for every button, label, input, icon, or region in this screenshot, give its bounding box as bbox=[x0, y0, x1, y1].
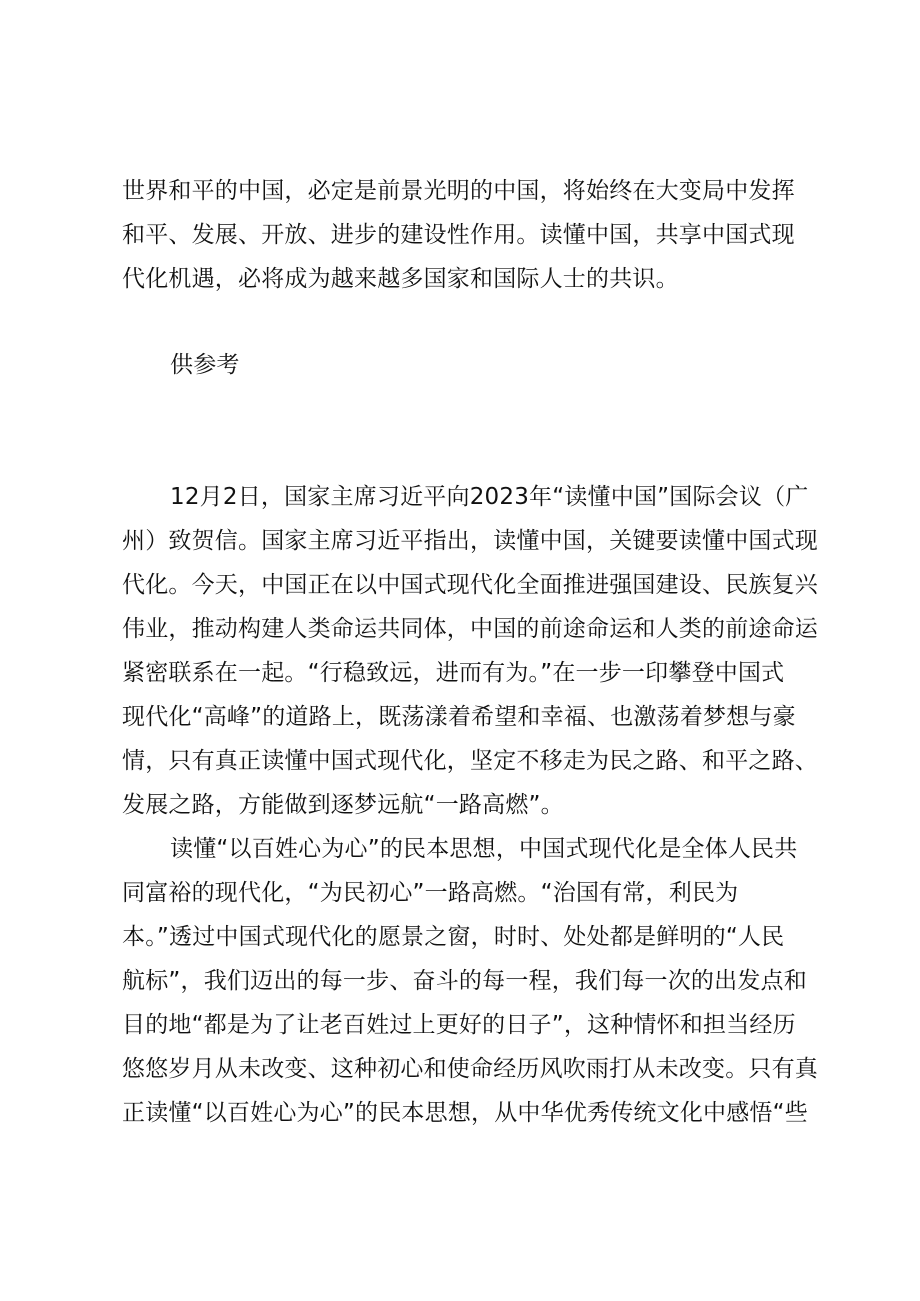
body-line-15: 正读懂“以百姓心为心”的民本思想，从中华优秀传统文化中感悟“些 bbox=[122, 1100, 808, 1126]
body-line-7: 情，只有真正读懂中国式现代化，坚定不移走为民之路、和平之路、 bbox=[122, 748, 818, 774]
body-line-4: 伟业，推动构建人类命运共同体，中国的前途命运和人类的前途命运 bbox=[122, 616, 818, 642]
body-line-9: 读懂“以百姓心为心”的民本思想，中国式现代化是全体人民共 bbox=[170, 836, 798, 862]
body-line-6: 现代化“高峰”的道路上，既荡漾着希望和幸福、也激荡着梦想与豪 bbox=[122, 704, 796, 730]
body-line-10: 同富裕的现代化，“为民初心”一路高燃。“治国有常，利民为 bbox=[122, 880, 739, 906]
intro-line-1: 世界和平的中国，必定是前景光明的中国，将始终在大变局中发挥 bbox=[122, 178, 795, 204]
body-line-2: 州）致贺信。国家主席习近平指出，读懂中国，关键要读懂中国式现 bbox=[122, 528, 818, 554]
reference-label: 供参考 bbox=[170, 352, 240, 378]
body-line-14: 悠悠岁月从未改变、这种初心和使命经历风吹雨打从未改变。只有真 bbox=[122, 1056, 818, 1082]
intro-line-3: 代化机遇，必将成为越来越多国家和国际人士的共识。 bbox=[122, 266, 679, 292]
body-line-12: 航标”，我们迈出的每一步、奋斗的每一程，我们每一次的出发点和 bbox=[122, 968, 807, 994]
body-line-8: 发展之路，方能做到逐梦远航“一路高燃”。 bbox=[122, 792, 564, 818]
body-line-5: 紧密联系在一起。“行稳致远，进而有为。”在一步一印攀登中国式 bbox=[122, 660, 785, 686]
body-line-11: 本。”透过中国式现代化的愿景之窗，时时、处处都是鲜明的“人民 bbox=[122, 924, 785, 950]
body-line-3: 代化。今天，中国正在以中国式现代化全面推进强国建设、民族复兴 bbox=[122, 572, 818, 598]
body-line-1: 12月2日，国家主席习近平向2023年“读懂中国”国际会议（广 bbox=[170, 484, 809, 510]
body-line-13: 目的地“都是为了让老百姓过上更好的日子”，这种情怀和担当经历 bbox=[122, 1012, 796, 1038]
intro-line-2: 和平、发展、开放、进步的建设性作用。读懂中国，共享中国式现 bbox=[122, 222, 795, 248]
